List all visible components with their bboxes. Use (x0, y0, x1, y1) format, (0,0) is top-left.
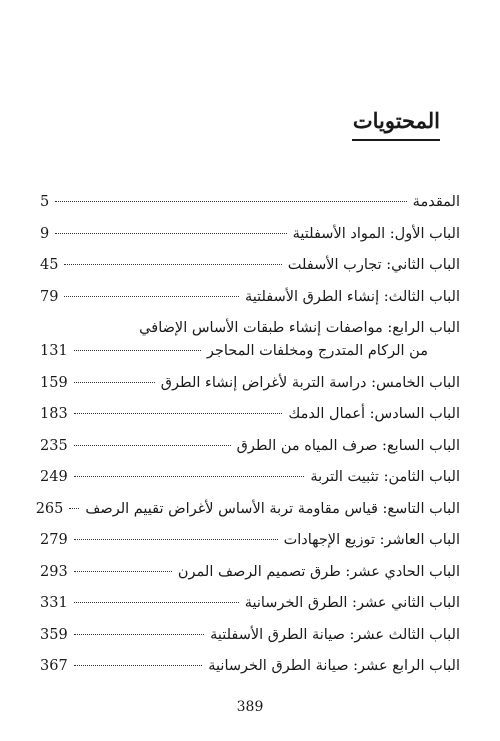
leader-dots (74, 602, 239, 603)
toc-entry[interactable] (40, 193, 460, 211)
toc-entry-label: المقدمة (412, 194, 460, 210)
toc-entry[interactable] (40, 468, 460, 486)
toc-entry-page: 45 (40, 257, 59, 273)
toc-entry[interactable] (40, 256, 460, 274)
toc-entry-label: الباب الرابع عشر: صيانة الطرق الخرسانية (208, 658, 460, 674)
toc-entry-label: الباب الرابع: مواصفات إنشاء طبقات الأساس الإضافي (139, 320, 460, 336)
toc-entry[interactable] (35, 500, 460, 518)
toc-entry-label: الباب الأول: المواد الأسفلتية (292, 225, 460, 242)
leader-dots (55, 201, 406, 202)
toc-entry-label: الباب التاسع: قياس مقاومة تربة الأساس لأغراض تقييم الرصف (85, 500, 460, 517)
toc-entry[interactable] (40, 626, 460, 644)
leader-dots (74, 665, 203, 666)
leader-dots (69, 508, 79, 509)
toc-entry[interactable] (40, 437, 460, 455)
title-underline (352, 139, 440, 141)
toc-entry[interactable] (40, 288, 460, 306)
toc-entry-label: الباب الثالث عشر: صيانة الطرق الأسفلتية (210, 626, 460, 643)
toc-entry-label: الباب الثاني: تجارب الأسفلت (287, 257, 460, 273)
toc-entry-page: 279 (40, 532, 68, 548)
toc-entry[interactable] (40, 594, 460, 612)
toc-entry-label: الباب الثالث: إنشاء الطرق الأسفلتية (244, 288, 460, 305)
leader-dots (74, 413, 283, 414)
toc-entry-page: 249 (40, 469, 68, 485)
leader-dots (74, 382, 155, 383)
leader-dots (74, 571, 172, 572)
leader-dots (55, 233, 286, 234)
toc-entry-page: 183 (40, 406, 68, 422)
toc-entry-label-continued: من الركام المتدرج ومخلفات المحاجر (206, 343, 428, 359)
toc-entry-label: الباب الثامن: تثبيت التربة (310, 469, 460, 485)
toc-entry-page: 293 (40, 563, 68, 580)
toc-entry-label: الباب الثاني عشر: الطرق الخرسانية (244, 595, 460, 611)
page-title: المحتويات (352, 108, 440, 133)
leader-dots (64, 296, 239, 297)
page-number: 389 (236, 699, 264, 715)
toc-entry[interactable] (40, 319, 460, 360)
leader-dots (64, 264, 281, 265)
toc-entry-page: 359 (40, 626, 68, 643)
toc-entry[interactable] (40, 374, 460, 392)
toc-entry-label: الباب الخامس: دراسة التربة لأغراض إنشاء الطرق (160, 374, 460, 391)
toc-entry-label: الباب السابع: صرف المياه من الطرق (236, 437, 460, 454)
toc-entry[interactable] (40, 657, 460, 675)
toc-entry[interactable] (40, 225, 460, 243)
toc-entry-label: الباب الحادي عشر: طرق تصميم الرصف المرن (177, 563, 460, 580)
toc-entry-label: الباب العاشر: توزيع الإجهادات (283, 532, 460, 548)
toc-entry-page: 331 (40, 595, 68, 611)
toc-entry-page: 367 (40, 658, 68, 674)
toc-entry-page: 235 (40, 437, 68, 454)
table-of-contents (35, 193, 460, 689)
leader-dots (74, 350, 201, 351)
leader-dots (74, 445, 231, 446)
toc-entry[interactable] (40, 563, 460, 581)
toc-entry[interactable] (40, 405, 460, 423)
toc-entry-page: 131 (40, 343, 68, 359)
leader-dots (74, 634, 204, 635)
toc-entry-label: الباب السادس: أعمال الدمك (288, 406, 460, 422)
toc-entry-page: 9 (40, 225, 50, 242)
toc-entry[interactable] (40, 531, 460, 549)
toc-entry-page: 159 (40, 374, 68, 391)
toc-entry-page: 265 (35, 500, 64, 517)
toc-entry-page: 5 (40, 194, 50, 210)
leader-dots (74, 476, 305, 477)
toc-entry-page: 79 (40, 288, 59, 305)
leader-dots (74, 539, 278, 540)
